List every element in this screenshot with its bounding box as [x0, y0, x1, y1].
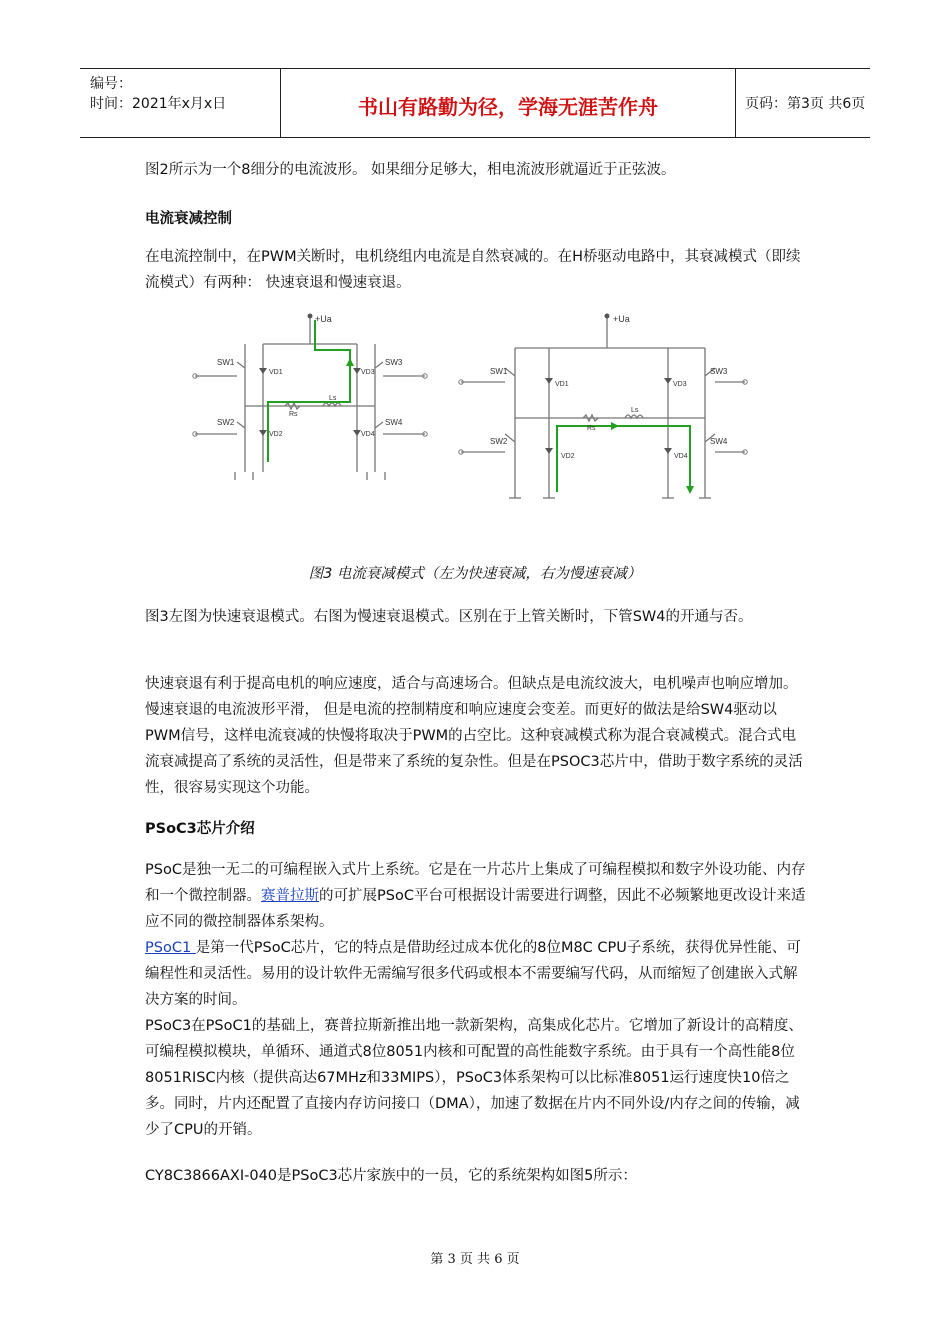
supply-label: +Ua [613, 314, 630, 324]
vd4-label: VD4 [361, 431, 375, 438]
rs-label: Rs [587, 425, 596, 432]
paragraph-text: PSoC是独一无二的可编程嵌入式片上系统。它是在一片芯片上集成了可编程模拟和数字外设功能、内存和一个微控制器。 [145, 862, 806, 904]
page-info: 页码：第3页 共6页 [745, 96, 866, 112]
section-heading: 电流衰减控制 [145, 211, 232, 227]
sw4-label: SW4 [710, 437, 728, 446]
vd2-label: VD2 [561, 453, 575, 460]
vd3-label: VD3 [361, 369, 375, 376]
sw3-label: SW3 [710, 367, 728, 376]
vd2-label: VD2 [269, 431, 283, 438]
cypress-link[interactable]: 赛普拉斯 [261, 888, 319, 904]
section-heading: PSoC3芯片介绍 [145, 821, 255, 837]
sw3-label: SW3 [385, 358, 403, 367]
vd3-label: VD3 [673, 381, 687, 388]
vd1-label: VD1 [555, 381, 569, 388]
paragraph-text: 的可扩展PSoC平台可根据设计需要进行调整，因此不必频繁地更改设计来适应不同的微控制器体系架构。 [145, 888, 806, 930]
page-header [80, 68, 870, 138]
ls-label: Ls [631, 407, 639, 414]
sw2-label: SW2 [217, 418, 235, 427]
supply-label: +Ua [315, 314, 332, 324]
decay-mode-figure [185, 302, 765, 522]
sw2-label: SW2 [490, 437, 508, 446]
paragraph [145, 935, 810, 1013]
motto: 书山有路勤为径，学海无涯苦作舟 [358, 95, 658, 119]
paragraph-text: 是第一代PSoC芯片，它的特点是借助经过成本优化的8位M8C CPU子系统，获得优异性能、可编程性和灵活性。易用的设计软件无需编写很多代码或根本不需要编写代码，从而缩短了创建嵌入式解决方案的时间。 [145, 940, 801, 1008]
psoc1-link[interactable]: PSoC1 [145, 940, 196, 956]
rs-label: Rs [289, 411, 298, 418]
vd4-label: VD4 [674, 453, 688, 460]
page-footer: 第 3 页 共 6 页 [430, 1252, 520, 1267]
sw1-label: SW1 [217, 358, 235, 367]
figure-caption: 图3 电流衰减模式（左为快速衰减，右为慢速衰减） [308, 566, 642, 582]
ls-label: Ls [329, 395, 337, 402]
paragraph: PSoC3在PSoC1的基础上，赛普拉斯新推出地一款新架构，高集成化芯片。它增加了新设计的高精度、可编程模拟模块，单循环、通道式8位8051内核和可配置的高性能数字系统。由于具有一个高性能8位8051RISC内核（提供高达67MHz和33MIPS），PSoC3体系架构可以比标准8051运行速度快10倍之多。同时，片内还配置了直接内存访问接口（DMA），加速了数据在片内不同外设/内存之间的传输，减少了CPU的开销。 [145, 1018, 803, 1138]
header-page-cell [735, 69, 870, 137]
paragraph: CY8C3866AXI-040是PSoC3芯片家族中的一员，它的系统架构如图5所示： [145, 1168, 637, 1184]
paragraph: 在电流控制中，在PWM关断时，电机绕组内电流是自然衰减的。在H桥驱动电路中，其衰减模式（即续流模式）有两种： 快速衰退和慢速衰退。 [145, 249, 801, 291]
sw1-label: SW1 [490, 367, 508, 376]
time-label: 时间：2021年x月x日 [90, 96, 227, 112]
sw4-label: SW4 [385, 418, 403, 427]
header-motto-cell [280, 69, 736, 137]
paragraph: 快速衰退有利于提高电机的响应速度，适合与高速场合。但缺点是电流纹波大，电机噪声也响应增加。 慢速衰退的电流波形平滑， 但是电流的控制精度和响应速度会变差。而更好的做法是给SW4驱动以PWM信号，这样电流衰减的快慢将取决于PWM的占空比。这种衰减模式称为混合衰减模式。混合式电流衰减提高了系统的灵活性，但是带来了系统的复杂性。但是在PSOC3芯片中，借助于数字系统的灵活性，很容易实现这个功能。 [145, 676, 803, 796]
vd1-label: VD1 [269, 369, 283, 376]
paragraph: 图2所示为一个8细分的电流波形。 如果细分足够大，相电流波形就逼近于正弦波。 [145, 162, 676, 178]
paragraph [145, 857, 810, 935]
header-info-cell [80, 69, 280, 137]
number-label: 编号： [90, 76, 132, 92]
paragraph: 图3左图为快速衰退模式。右图为慢速衰退模式。区别在于上管关断时，下管SW4的开通与否。 [145, 609, 753, 625]
